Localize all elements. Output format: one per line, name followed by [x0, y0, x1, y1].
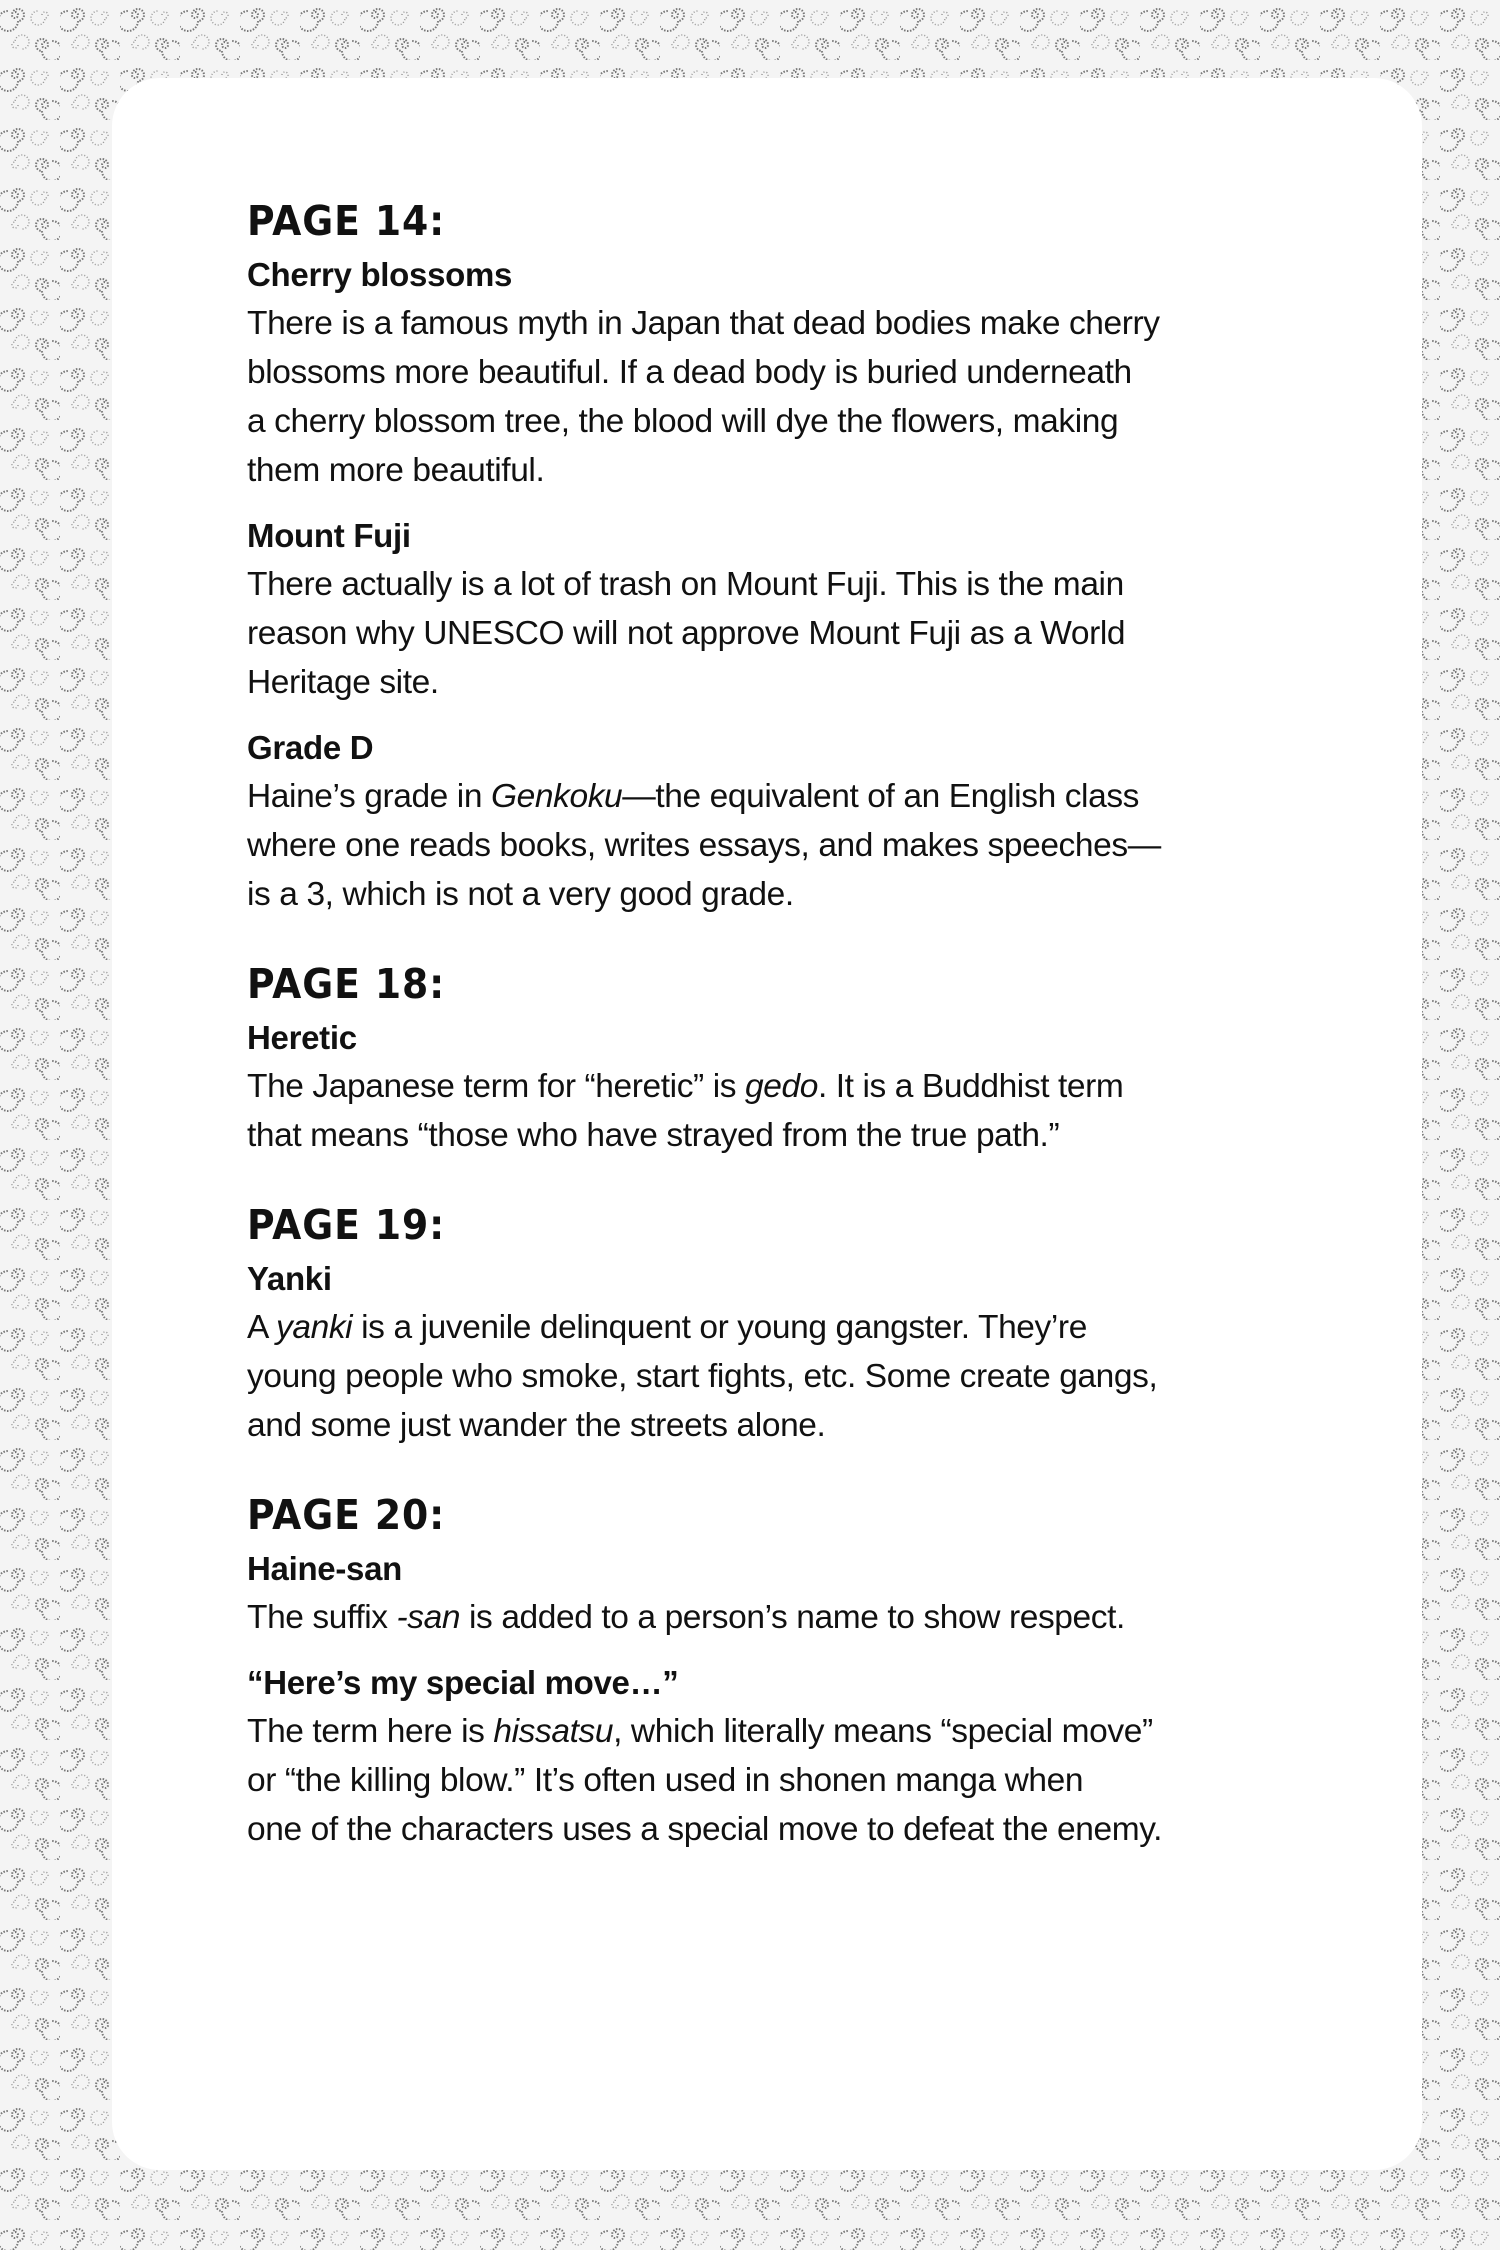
glossary-entry — [247, 1544, 1397, 1642]
entry-text-line — [247, 348, 1397, 397]
text-segment: them more beautiful. — [247, 452, 545, 489]
entry-text-line — [247, 446, 1397, 495]
entry-text-line — [247, 1352, 1397, 1401]
text-segment: is added to a person’s name to show respect. — [460, 1599, 1125, 1636]
entry-text-line — [247, 1303, 1397, 1352]
glossary-entry — [247, 250, 1397, 495]
entry-term: Cherry blossoms — [247, 256, 513, 293]
text-segment: The Japanese term for “heretic” is — [247, 1068, 746, 1105]
text-segment: blossoms more beautiful. If a dead body is buried underneath — [247, 354, 1132, 391]
entry-text-line — [247, 609, 1397, 658]
glossary-entry — [247, 511, 1397, 707]
entry-term: Grade D — [247, 729, 374, 766]
text-segment: Heritage site. — [247, 664, 439, 701]
text-segment: a cherry blossom tree, the blood will dye the flowers, making — [247, 403, 1119, 440]
entry-text-line — [247, 1593, 1397, 1642]
italic-term: hissatsu — [493, 1713, 614, 1750]
glossary-notes — [247, 196, 1397, 1854]
entry-text-line — [247, 772, 1397, 821]
text-segment: There is a famous myth in Japan that dead bodies make cherry — [247, 305, 1160, 342]
glossary-entry — [247, 1254, 1397, 1450]
entry-text-line — [247, 1062, 1397, 1111]
entry-term: Yanki — [247, 1260, 332, 1297]
text-segment: The suffix — [247, 1599, 397, 1636]
entry-text-line — [247, 821, 1397, 870]
entry-text-line — [247, 658, 1397, 707]
text-segment: one of the characters uses a special move to defeat the enemy. — [247, 1811, 1162, 1848]
entry-text-line — [247, 397, 1397, 446]
entry-text-line — [247, 1401, 1397, 1450]
text-segment: The term here is — [247, 1713, 494, 1750]
entry-term: “Here’s my special move…” — [247, 1664, 679, 1701]
page-heading: PAGE 19: — [247, 1201, 446, 1249]
text-segment: Haine’s grade in — [247, 778, 491, 815]
entry-term: Heretic — [247, 1019, 357, 1056]
page-heading: PAGE 20: — [247, 1491, 446, 1539]
text-segment: is a 3, which is not a very good grade. — [247, 876, 794, 913]
entry-text-line — [247, 870, 1397, 919]
italic-term: gedo — [745, 1068, 818, 1105]
text-segment: , which literally means “special move” — [613, 1713, 1153, 1750]
text-segment: is a juvenile delinquent or young gangster. They’re — [352, 1309, 1087, 1346]
page-heading: PAGE 18: — [247, 960, 446, 1008]
entry-text-line — [247, 1111, 1397, 1160]
entry-text-line — [247, 299, 1397, 348]
italic-term: Genkoku — [491, 778, 623, 815]
entry-text-line — [247, 1707, 1397, 1756]
glossary-entry — [247, 723, 1397, 919]
text-segment: or “the killing blow.” It’s often used in shonen manga when — [247, 1762, 1084, 1799]
text-segment: reason why UNESCO will not approve Mount Fuji as a World — [247, 615, 1126, 652]
page-heading: PAGE 14: — [247, 197, 446, 245]
italic-term: -san — [396, 1599, 461, 1636]
text-segment: young people who smoke, start fights, etc. Some create gangs, — [247, 1358, 1158, 1395]
text-segment: where one reads books, writes essays, and makes speeches— — [247, 827, 1161, 864]
entry-term: Mount Fuji — [247, 517, 411, 554]
entry-text-line — [247, 560, 1397, 609]
entry-text-line — [247, 1756, 1397, 1805]
glossary-entry — [247, 1658, 1397, 1854]
text-segment: . It is a Buddhist term — [817, 1068, 1124, 1105]
glossary-entry — [247, 1013, 1397, 1160]
entry-term: Haine-san — [247, 1550, 403, 1587]
text-segment: —the equivalent of an English class — [622, 778, 1140, 815]
text-segment: There actually is a lot of trash on Mount Fuji. This is the main — [247, 566, 1124, 603]
italic-term: yanki — [276, 1309, 353, 1346]
text-segment: A — [247, 1309, 277, 1346]
entry-text-line — [247, 1805, 1397, 1854]
text-segment: that means “those who have strayed from the true path.” — [247, 1117, 1060, 1154]
text-segment: and some just wander the streets alone. — [247, 1407, 826, 1444]
